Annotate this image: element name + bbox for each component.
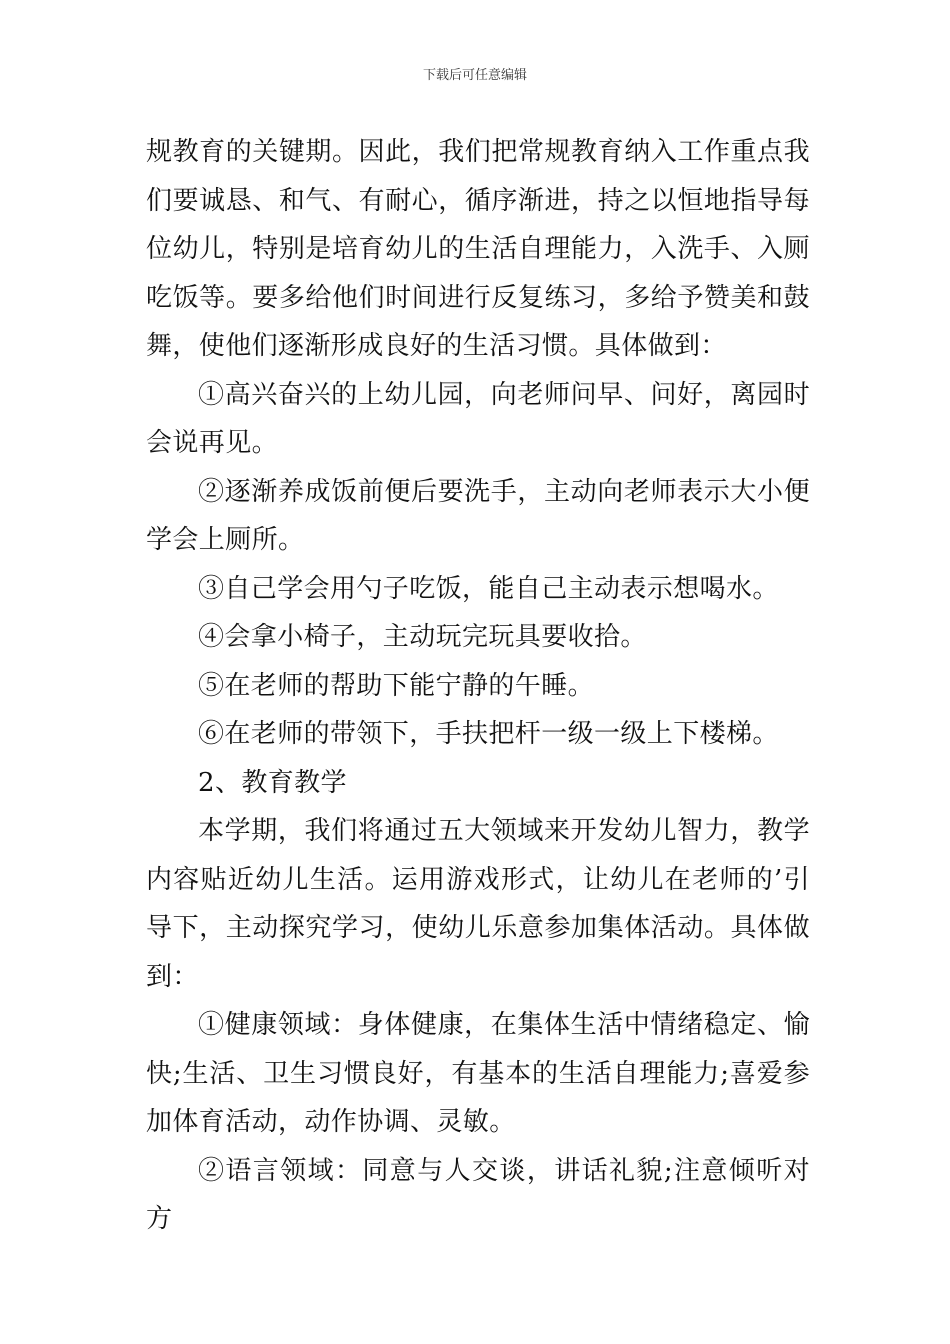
document-body <box>146 128 810 1244</box>
section-heading-education: 2、教育教学 <box>198 767 347 798</box>
paragraph-routine-intro: 规教育的关键期。因此，我们把常规教育纳入工作重点我们要诚恳、和气、有耐心，循序渐进，持之以恒地指导每位幼儿，特别是培育幼儿的生活自理能力，入洗手、入厕吃饭等。要多给他们时间进行反复练习，多给予赞美和鼓舞，使他们逐渐形成良好的生活习惯。具体做到： <box>146 137 810 361</box>
paragraph-education-intro: 本学期，我们将通过五大领域来开发幼儿智力，教学内容贴近幼儿生活。运用游戏形式，让幼儿在老师的’引导下，主动探究学习，使幼儿乐意参加集体活动。具体做到： <box>146 816 810 992</box>
list-item-greeting: ①高兴奋兴的上幼儿园，向老师问早、问好，离园时会说再见。 <box>146 379 810 458</box>
list-item-chairs-toys: ④会拿小椅子，主动玩完玩具要收拾。 <box>198 622 647 652</box>
list-item-stairs: ⑥在老师的带领下，手扶把杆一级一级上下楼梯。 <box>198 719 779 749</box>
list-item-language-domain: ②语言领域：同意与人交谈，讲话礼貌;注意倾听对方 <box>146 1155 810 1234</box>
list-item-handwashing: ②逐渐养成饭前便后要洗手，主动向老师表示大小便学会上厕所。 <box>146 476 810 555</box>
list-item-nap: ⑤在老师的帮助下能宁静的午睡。 <box>198 670 595 701</box>
list-item-eating: ③自己学会用勺子吃饭，能自己主动表示想喝水。 <box>198 573 779 604</box>
list-item-health-domain: ①健康领域：身体健康，在集体生活中情绪稳定、愉快;生活、卫生习惯良好，有基本的生活自理能力;喜爱参加体育活动，动作协调、灵敏。 <box>146 1010 810 1137</box>
page-header: 下载后可任意编辑 <box>422 68 527 83</box>
